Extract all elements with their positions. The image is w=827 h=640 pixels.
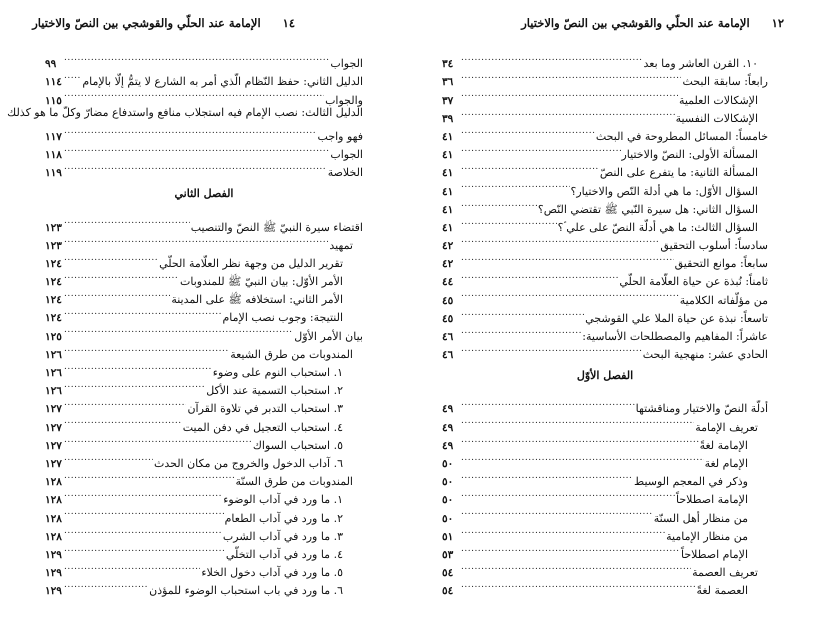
toc-entry-title: ثامناً: نُبذة عن حياة العلّامة الحلّي xyxy=(619,275,768,289)
toc-entry-page: ٤١ xyxy=(442,167,454,180)
dot-leader xyxy=(64,249,158,267)
toc-entry-title: الدليل الثاني: حفظ النّظام الّذي أمر به الشارع لا يتمُّ إلّا بالإمام xyxy=(82,75,363,89)
toc-entry-page: ٤٢ xyxy=(442,258,454,271)
dot-leader xyxy=(461,503,653,521)
toc-entry-page: ٤٩ xyxy=(442,421,454,434)
toc-entry xyxy=(45,158,363,180)
toc-entry-title: ١. ما ورد في آداب الوضوء xyxy=(223,493,343,507)
dot-leader xyxy=(64,140,329,158)
toc-entry-title: تعريف العصمة xyxy=(692,566,758,580)
dot-leader xyxy=(64,267,179,285)
toc-entry xyxy=(45,249,363,270)
toc-entry-page: ١٢٩ xyxy=(45,585,62,598)
toc-entry-page: ٣٤ xyxy=(442,58,454,71)
toc-entry-page: ١٢٤ xyxy=(45,276,62,289)
toc-entry-title: أدلّة النصّ والاختيار ومناقشتها xyxy=(635,402,768,416)
toc-entry-page: ٤٥ xyxy=(442,294,454,307)
toc-entry-page: ١١٥ xyxy=(45,94,62,107)
toc-entry-title: والجواب xyxy=(325,93,363,107)
toc-entry-title: عاشراً: المفاهيم والمصطلحات الأساسية: xyxy=(582,330,768,343)
dot-leader xyxy=(461,85,678,103)
dot-leader xyxy=(461,540,680,558)
dot-leader xyxy=(64,49,329,67)
toc-entry-title: ٢. استحباب التسمية عند الأكل xyxy=(206,384,343,398)
toc-entry-title: المسألة الأولى: النصّ والاختيار xyxy=(621,148,758,162)
toc-entry-page: ١١٨ xyxy=(45,149,62,162)
page-header xyxy=(32,16,295,30)
dot-leader xyxy=(461,304,584,322)
toc-entry-title: الإمام اصطلاحاً xyxy=(680,547,748,561)
table-of-contents xyxy=(7,49,363,598)
dot-leader xyxy=(461,158,599,176)
toc-entry-title: الجواب xyxy=(330,57,363,71)
toc-entry-title: ٦. آداب الدخول والخروج من مكان الحدث xyxy=(153,456,343,470)
toc-entry-page: ١٢٧ xyxy=(45,439,62,452)
toc-entry-page: ١٢٩ xyxy=(45,567,62,580)
dot-leader xyxy=(64,449,153,467)
dot-leader xyxy=(64,467,235,485)
toc-entry xyxy=(45,67,363,89)
toc-entry-title: الدليل الثالث: نصب الإمام فيه استجلاب منافع واستدفاع مضارّ وكلّ ما هو كذلك xyxy=(7,105,363,119)
toc-entry-title: خامساً: المسائل المطروحة في البحث xyxy=(595,129,768,143)
toc-entry-title: سابعاً: موانع التحقيق xyxy=(674,257,768,271)
toc-entry-title: العصمة لغةً xyxy=(696,584,748,598)
toc-entry-page: ١٢٨ xyxy=(45,494,62,507)
toc-entry-page: ٤٩ xyxy=(442,439,454,452)
toc-entry-page: ٤٦ xyxy=(442,331,454,343)
toc-entry-title: من منظار أهل السنّة xyxy=(653,511,748,525)
toc-entry-title: بيان الأمر الأوّل xyxy=(294,329,363,343)
toc-entry-title: رابعاً: سابقة البحث xyxy=(682,75,768,89)
chapter-heading: الفصل الأوّل xyxy=(576,369,634,383)
dot-leader xyxy=(461,431,699,449)
toc-entry-page: ٤٢ xyxy=(442,240,454,253)
dot-leader xyxy=(64,394,186,412)
toc-entry-page: ٩٩ xyxy=(45,58,57,71)
toc-entry-page: ١٢٩ xyxy=(45,548,62,561)
toc-entry-page: ١٢٣ xyxy=(45,221,62,234)
dot-leader xyxy=(461,558,691,576)
toc-entry-title: الإمامة اصطلاحاً xyxy=(676,493,748,507)
toc-entry-title: ١٠. القرن العاشر وما بعد xyxy=(643,57,758,71)
toc-entry-page: ٤١ xyxy=(442,221,454,234)
toc-entry xyxy=(442,394,768,416)
toc-entry-page: ١٢٤ xyxy=(45,257,62,270)
toc-entry-title: الجواب xyxy=(330,148,363,162)
toc-entry-title: المسألة الثانية: ما يتفرع على النصّ xyxy=(599,166,758,180)
dot-leader xyxy=(461,522,665,540)
dot-leader xyxy=(64,285,170,303)
toc-entry-title: السؤال الأوّل: ما هي أدلة النّص والاختيار؟ xyxy=(570,184,758,198)
dot-leader xyxy=(461,140,621,158)
toc-entry-page: ٣٦ xyxy=(442,76,454,89)
toc-entry-title: اقتضاء سيرة النبيّ ﷺ النصّ والتنصيب xyxy=(190,220,363,234)
toc-entry-title: تعريف الإمامة xyxy=(695,420,758,434)
toc-entry-page: ٤٤ xyxy=(442,276,454,289)
toc-entry-title: وذكر في المعجم الوسيط xyxy=(634,475,748,489)
dot-leader xyxy=(64,576,148,594)
dot-leader xyxy=(461,195,537,213)
dot-leader xyxy=(461,122,595,140)
toc-entry-title: الأمر الأوّل: بيان النبيّ ﷺ للمندوبات xyxy=(180,275,343,289)
toc-entry-page: ١٢٦ xyxy=(45,348,62,361)
dot-leader xyxy=(64,485,222,503)
dot-leader xyxy=(64,376,205,394)
toc-entry-title: الإمامة لغةً xyxy=(699,438,748,452)
toc-entry-title: ٣. ما ورد في آداب الشرب xyxy=(222,529,343,543)
toc-entry-title: ٥. ما ورد في آداب دخول الخلاء xyxy=(201,566,343,580)
dot-leader xyxy=(64,212,190,230)
dot-leader xyxy=(461,67,681,85)
dot-leader xyxy=(461,285,679,303)
toc-entry-title: سادساً: أسلوب التحقيق xyxy=(660,239,768,253)
toc-entry-title: النتيجة: وجوب نصب الإمام xyxy=(222,311,343,325)
toc-entry-page: ١٢٤ xyxy=(45,312,62,325)
dot-leader xyxy=(64,503,224,521)
toc-entry-page: ١٢٧ xyxy=(45,421,62,434)
toc-entry-page: ٣٧ xyxy=(442,94,454,107)
toc-entry-page: ١٢٨ xyxy=(45,476,62,489)
dot-leader xyxy=(461,231,659,249)
toc-entry-title: الأمر الثاني: استخلافه ﷺ على المدينة xyxy=(171,293,343,307)
right-page xyxy=(414,0,827,640)
dot-leader xyxy=(64,67,81,85)
toc-entry-title: من مؤلّفاته الكلامية xyxy=(679,293,768,307)
toc-entry-title: تمهيد xyxy=(329,238,353,252)
dot-leader xyxy=(461,322,581,340)
dot-leader xyxy=(461,485,675,503)
toc-entry-title: الإمام لغة xyxy=(704,456,748,470)
toc-entry-page: ٤١ xyxy=(442,203,454,216)
toc-entry-page: ٤١ xyxy=(442,130,454,143)
toc-entry-title: ٢. ما ورد في آداب الطعام xyxy=(224,511,343,525)
toc-entry-title: ٤. استحباب التعجيل في دفن الميت xyxy=(182,420,343,434)
dot-leader xyxy=(461,104,675,122)
toc-entry-title: الخلاصة xyxy=(327,166,363,180)
toc-entry-title: ٣. استحباب التدبر في تلاوة القرآن xyxy=(187,402,343,416)
dot-leader xyxy=(461,176,570,194)
dot-leader xyxy=(64,358,212,376)
toc-entry-title: تاسعاً: نبذة عن حياة الملا علي القوشجي xyxy=(585,311,768,325)
toc-entry-page: ٥٠ xyxy=(442,512,454,525)
toc-entry-page: ١٢٣ xyxy=(45,239,62,252)
running-title: الإمامة عند الحلّي والقوشجي بين النصّ والاختيار xyxy=(32,16,261,30)
toc-entry-title: ٤. ما ورد في آداب التخلّي xyxy=(225,547,343,561)
toc-entry xyxy=(45,231,363,252)
table-of-contents xyxy=(442,49,768,598)
toc-entry-title: ١. استحباب النوم على وضوء xyxy=(212,366,343,379)
toc-entry-title: الحادي عشر: منهجية البحث xyxy=(642,348,768,362)
toc-entry-page: ٥٤ xyxy=(442,585,454,598)
dot-leader xyxy=(461,340,642,358)
toc-entry xyxy=(45,140,363,162)
toc-entry-title: تقرير الدليل من وجهة نظر العلّامة الحلّي xyxy=(159,256,343,270)
running-title: الإمامة عند الحلّي والقوشجي بين النصّ والاختيار xyxy=(521,16,750,30)
dot-leader xyxy=(461,267,618,285)
toc-entry-page: ١٢٥ xyxy=(45,330,62,343)
page-number: ١٢ xyxy=(771,16,784,30)
dot-leader xyxy=(64,340,229,358)
dot-leader xyxy=(64,431,252,449)
toc-entry-page: ١٢٨ xyxy=(45,512,62,525)
dot-leader xyxy=(461,467,633,485)
toc-entry-page: ١٢٦ xyxy=(45,385,62,398)
dot-leader xyxy=(461,576,695,594)
dot-leader xyxy=(64,540,225,558)
toc-entry-page: ٤٦ xyxy=(442,349,454,362)
toc-entry-title: المندوبات من طرق الشيعة xyxy=(230,347,353,361)
toc-entry xyxy=(45,85,363,107)
toc-entry xyxy=(45,49,363,71)
toc-entry-page: ٥٣ xyxy=(442,548,454,561)
dot-leader xyxy=(461,49,643,67)
dot-leader xyxy=(64,231,328,249)
dot-leader xyxy=(64,558,200,576)
toc-entry-page: ٤١ xyxy=(442,149,454,162)
dot-leader xyxy=(461,394,635,412)
toc-entry xyxy=(7,104,363,122)
toc-entry-page: ١٢٧ xyxy=(45,457,62,470)
toc-entry-title: من منظار الإمامية xyxy=(666,529,748,543)
dot-leader xyxy=(461,449,704,467)
toc-entry-page: ١٢٧ xyxy=(45,403,62,416)
toc-entry-page: ٥٤ xyxy=(442,567,454,580)
dot-leader xyxy=(64,522,222,540)
toc-entry-page: ١٢٨ xyxy=(45,530,62,543)
toc-entry-title: فهو واجب xyxy=(317,129,363,143)
dot-leader xyxy=(64,158,327,176)
toc-entry-title: المندوبات من طرق السنّة xyxy=(235,475,353,489)
page-number: ١٤ xyxy=(282,16,295,30)
toc-entry-page: ٤٩ xyxy=(442,403,454,416)
left-page xyxy=(0,0,413,640)
toc-entry-page: ٥٠ xyxy=(442,457,454,470)
toc-entry-title: السؤال الثالث: ما هي أدلّة النصّ على علي ؑ؟ xyxy=(557,220,758,234)
dot-leader xyxy=(461,213,557,231)
toc-entry-title: السؤال الثاني: هل سيرة النّبي ﷺ تقتضي النّص؟ xyxy=(537,202,758,216)
dot-leader xyxy=(64,321,293,339)
toc-entry-title: ٥. استحباب السواك xyxy=(252,438,343,452)
toc-entry xyxy=(442,49,768,71)
toc-entry-page: ٥٠ xyxy=(442,476,454,489)
toc-entry-page: ٤٥ xyxy=(442,312,454,325)
toc-entry-page: ١٢٦ xyxy=(45,367,62,379)
toc-entry-page: ٥٠ xyxy=(442,494,454,507)
toc-entry xyxy=(45,212,363,234)
toc-entry-title: الإشكالات النفسية xyxy=(675,111,758,125)
dot-leader xyxy=(461,249,674,267)
dot-leader xyxy=(64,85,324,103)
toc-entry-page: ١١٧ xyxy=(45,130,62,143)
chapter-heading: الفصل الثاني xyxy=(174,187,234,201)
toc-entry-title: الإشكالات العلمية xyxy=(678,93,758,107)
toc-entry-page: ٥١ xyxy=(442,530,454,543)
toc-entry-title: ٦. ما ورد في باب استحباب الوضوء للمؤذن xyxy=(149,584,343,598)
toc-entry-page: ١٢٤ xyxy=(45,294,62,307)
toc-entry-page: ٣٩ xyxy=(442,112,454,125)
toc-entry-page: ٤١ xyxy=(442,185,454,198)
dot-leader xyxy=(64,122,317,140)
dot-leader xyxy=(64,412,182,430)
toc-entry-page: ١١٤ xyxy=(45,76,62,89)
dot-leader xyxy=(461,412,694,430)
page-header xyxy=(521,16,784,30)
dot-leader xyxy=(64,303,222,321)
toc-entry xyxy=(45,122,363,143)
toc-entry-page: ١١٩ xyxy=(45,167,62,180)
